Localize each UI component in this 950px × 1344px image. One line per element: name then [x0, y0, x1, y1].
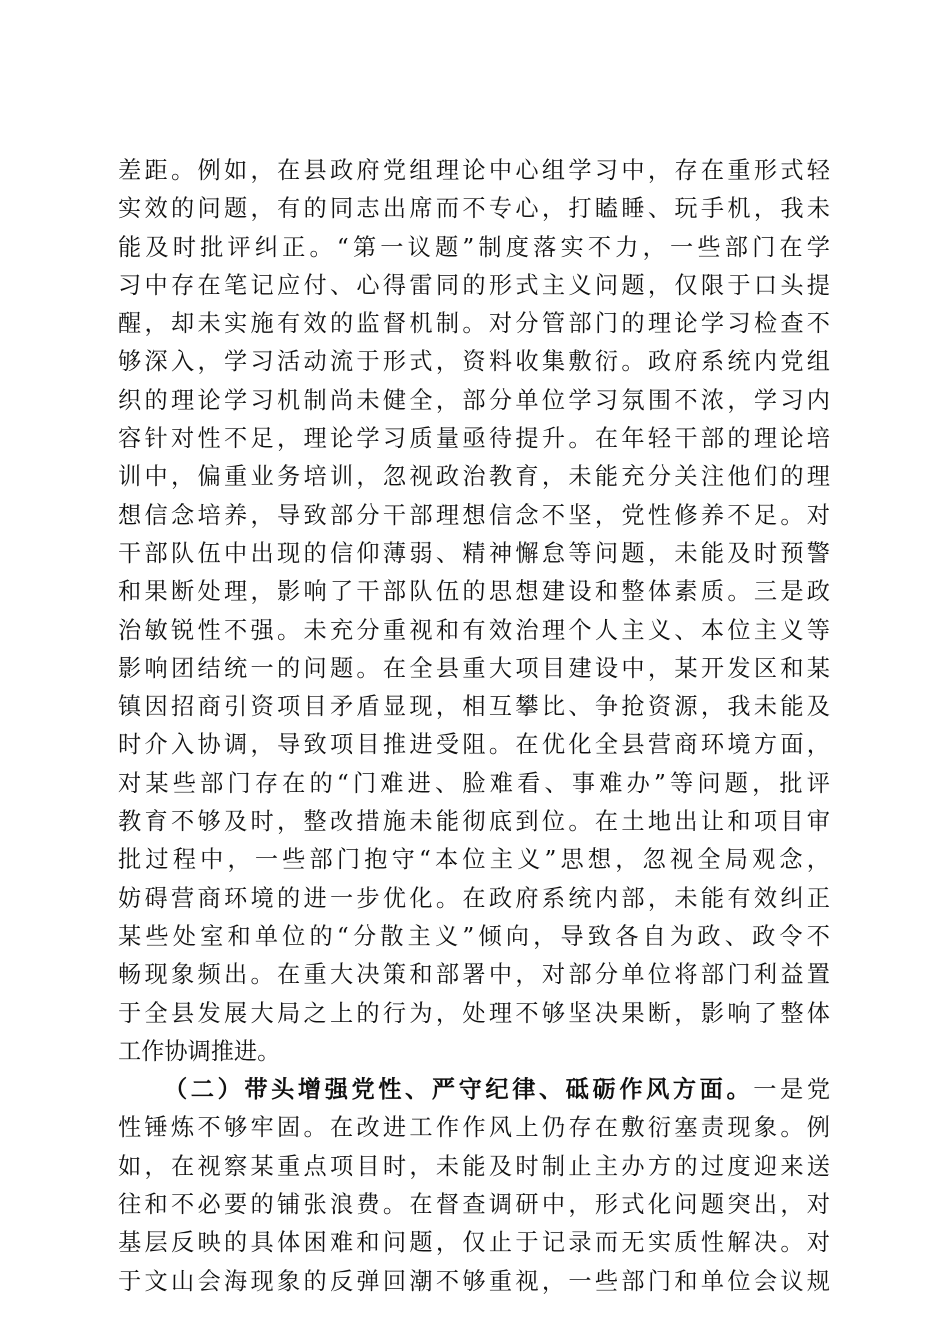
text-line: 批过程中，一些部门抱守“本位主义”思想，忽视全局观念，	[118, 846, 830, 874]
text-line: 够深入，学习活动流于形式，资料收集敷衍。政府系统内党组	[118, 348, 830, 376]
text-line: 和果断处理，影响了干部队伍的思想建设和整体素质。三是政	[118, 578, 830, 606]
text-line: 想信念培养，导致部分干部理想信念不坚，党性修养不足。对	[118, 501, 830, 529]
text-line: 某些处室和单位的“分散主义”倾向，导致各自为政、政令不	[118, 922, 830, 950]
text-line: 对某些部门存在的“门难进、脸难看、事难办”等问题，批评	[118, 769, 830, 797]
text-line: 教育不够及时，整改措施未能彻底到位。在土地出让和项目审	[118, 808, 830, 836]
text-line: 基层反映的具体困难和问题，仅止于记录而无实质性解决。对	[118, 1229, 830, 1257]
text-line: 影响团结统一的问题。在全县重大项目建设中，某开发区和某	[118, 654, 830, 682]
text-line: 醒，却未实施有效的监督机制。对分管部门的理论学习检查不	[118, 310, 830, 338]
text-line: 畅现象频出。在重大决策和部署中，对部分单位将部门利益置	[118, 961, 830, 989]
body-text	[118, 152, 830, 1301]
text-line: 性锤炼不够牢固。在改进工作作风上仍存在敷衍塞责现象。例	[118, 1114, 830, 1142]
text-line: 于全县发展大局之上的行为，处理不够坚决果断，影响了整体	[118, 999, 830, 1027]
text-line: 织的理论学习机制尚未健全，部分单位学习氛围不浓，学习内	[118, 386, 830, 414]
text-line: 妨碍营商环境的进一步优化。在政府系统内部，未能有效纠正	[118, 884, 830, 912]
text-line: 差距。例如，在县政府党组理论中心组学习中，存在重形式轻	[118, 157, 830, 184]
section-heading-line	[118, 1071, 830, 1109]
text-line: 治敏锐性不强。未充分重视和有效治理个人主义、本位主义等	[118, 616, 830, 644]
text-line: 于文山会海现象的反弹回潮不够重视，一些部门和单位会议规	[118, 1267, 830, 1295]
text-line: 镇因招商引资项目矛盾显现，相互攀比、争抢资源，我未能及	[118, 693, 830, 721]
text-line: 容针对性不足，理论学习质量亟待提升。在年轻干部的理论培	[118, 425, 830, 453]
text-line: 实效的问题，有的同志出席而不专心，打瞌睡、玩手机，我未	[118, 195, 830, 223]
text-line: 往和不必要的铺张浪费。在督查调研中，形式化问题突出，对	[118, 1191, 830, 1219]
text-run: 一是党	[753, 1076, 830, 1104]
text-line: 习中存在笔记应付、心得雷同的形式主义问题，仅限于口头提	[118, 271, 830, 299]
text-line: 能及时批评纠正。“第一议题”制度落实不力，一些部门在学	[118, 233, 830, 261]
section-heading: （二）带头增强党性、严守纪律、砥砺作风方面。	[164, 1076, 754, 1104]
text-line: 干部队伍中出现的信仰薄弱、精神懈怠等问题，未能及时预警	[118, 539, 830, 567]
text-line: 如，在视察某重点项目时，未能及时制止主办方的过度迎来送	[118, 1152, 830, 1180]
text-line: 训中，偏重业务培训，忽视政治教育，未能充分关注他们的理	[118, 463, 830, 491]
text-line: 工作协调推进。	[118, 1037, 281, 1065]
text-line: 时介入协调，导致项目推进受阻。在优化全县营商环境方面，	[118, 731, 830, 759]
